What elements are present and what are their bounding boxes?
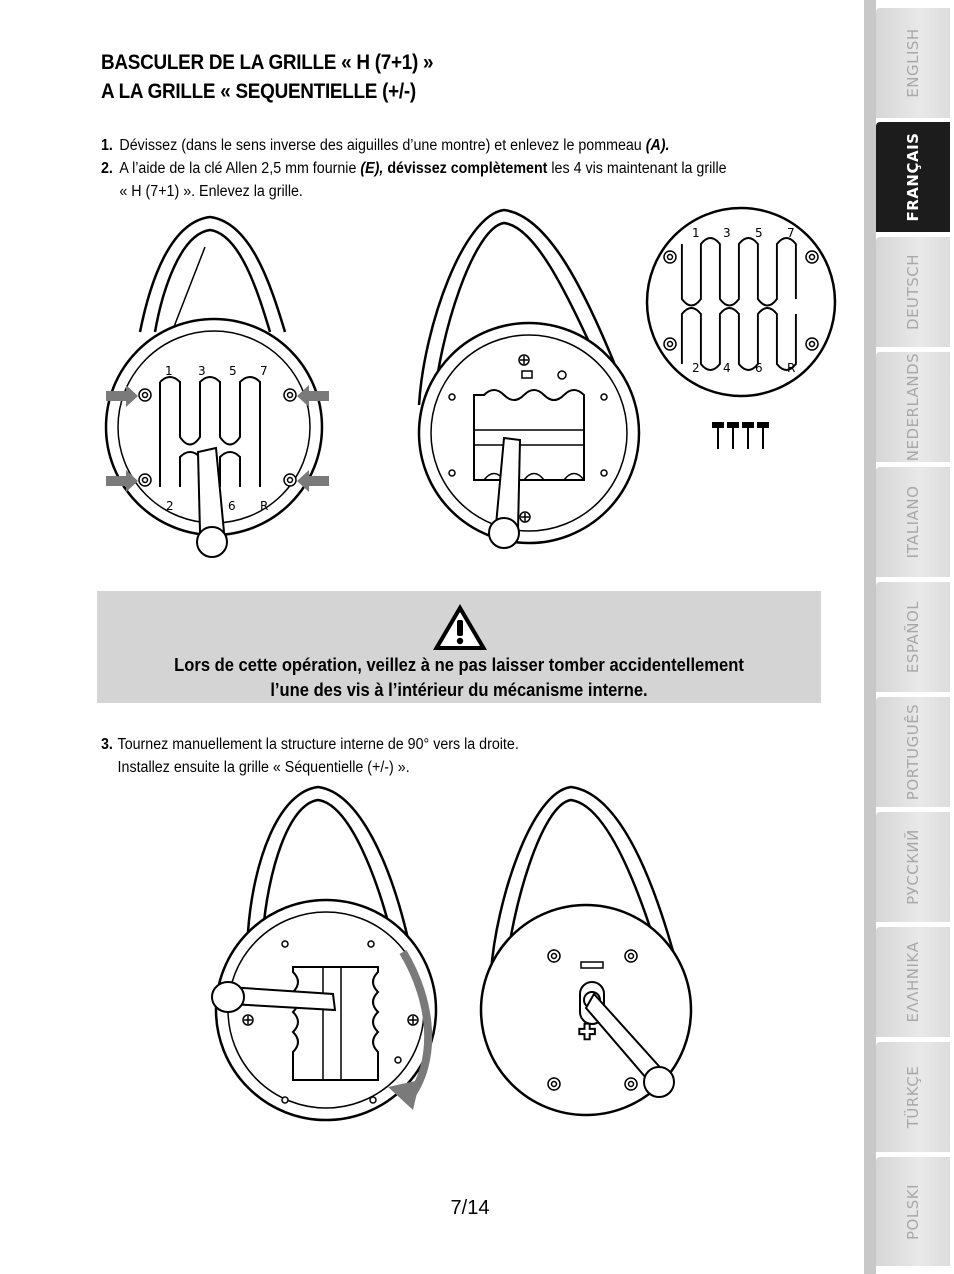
gate-label-6: 6 <box>228 499 236 513</box>
gate-label-1: 1 <box>165 364 173 378</box>
step-2-bold: dévissez complètement <box>383 160 548 177</box>
gate-label-5: 5 <box>229 364 237 378</box>
step-2-line-2: « H (7+1) ». Enlevez la grille. <box>119 183 303 200</box>
plate-label-4: 4 <box>723 361 731 375</box>
step-2-text-a: A l’aide de la clé Allen 2,5 mm fournie <box>119 160 361 177</box>
tab-francais-label: FRANÇAIS <box>904 132 922 222</box>
tab-russian[interactable] <box>876 812 950 922</box>
tab-deutsch-label: DEUTSCH <box>904 254 922 330</box>
title-line-2: A LA GRILLE « SEQUENTIELLE (+/-) <box>101 80 416 103</box>
warning-text <box>126 653 792 703</box>
step-3-line-1: Tournez manuellement la structure interne de 90° vers la droite. <box>117 736 519 753</box>
tab-nederlands[interactable] <box>876 352 950 462</box>
step-3-number: 3. <box>101 736 113 753</box>
step-1-text: Dévissez (dans le sens inverse des aiguilles d’une montre) et enlevez le pommeau <box>119 137 646 154</box>
tab-turkce[interactable] <box>876 1042 950 1152</box>
tab-english-label: ENGLISH <box>904 28 922 98</box>
warning-line-2: l’une des vis à l’intérieur du mécanisme interne. <box>270 680 648 700</box>
warning-line-1: Lors de cette opération, veillez à ne pas laisser tomber accidentellement <box>174 655 744 675</box>
plate-label-7: 7 <box>787 226 795 240</box>
page-title <box>101 48 433 106</box>
figure-rotate-structure <box>208 782 458 1122</box>
step-2 <box>101 157 727 203</box>
figure-h-gate-plate-and-screws <box>644 204 844 454</box>
tab-italiano-label: ITALIANO <box>904 485 922 559</box>
title-line-1: BASCULER DE LA GRILLE « H (7+1) » <box>101 51 434 74</box>
tab-polski[interactable] <box>876 1157 950 1266</box>
tab-nederlands-label: NEDERLANDS <box>904 352 922 462</box>
gate-label-r: R <box>260 499 269 513</box>
step-2-ref: (E), <box>360 160 384 177</box>
tab-deutsch[interactable] <box>876 237 950 347</box>
tab-espanol-label: ESPAÑOL <box>904 600 922 674</box>
tab-greek-label: ΕΛΛΗΝΙΚΑ <box>904 941 922 1023</box>
figure-sequential-gate <box>476 782 716 1122</box>
page-number: 7/14 <box>450 1197 490 1219</box>
plate-label-6: 6 <box>755 361 763 375</box>
tab-francais[interactable] <box>876 122 950 232</box>
figure-shifter-gate-removed <box>404 205 649 560</box>
tab-polski-label: POLSKI <box>904 1183 922 1240</box>
warning-triangle-icon <box>431 602 489 652</box>
tab-turkce-label: TÜRKÇE <box>904 1065 922 1129</box>
tab-espanol[interactable] <box>876 582 950 692</box>
language-sidebar <box>864 0 954 1274</box>
step-3-line-2: Installez ensuite la grille « Séquentielle (+/-) ». <box>117 759 410 776</box>
gate-label-2: 2 <box>166 499 174 513</box>
step-2-number: 2. <box>101 160 113 177</box>
plate-label-3: 3 <box>723 226 731 240</box>
warning-box <box>97 591 821 703</box>
plate-label-5: 5 <box>755 226 763 240</box>
step-1-ref: (A). <box>645 137 670 154</box>
plate-label-r: R <box>787 361 796 375</box>
tab-english[interactable] <box>876 8 950 118</box>
gate-label-3: 3 <box>198 364 206 378</box>
step-3 <box>101 733 519 779</box>
step-1-number: 1. <box>101 137 113 154</box>
plate-label-1: 1 <box>692 226 700 240</box>
tab-portugues[interactable] <box>876 697 950 807</box>
plate-label-2: 2 <box>692 361 700 375</box>
tab-russian-label: РУССКИЙ <box>904 829 922 905</box>
sidebar-edge <box>864 0 876 1274</box>
step-1 <box>101 134 669 157</box>
tab-italiano[interactable] <box>876 467 950 577</box>
tab-greek[interactable] <box>876 927 950 1037</box>
figure-h-gate-shifter <box>100 212 340 562</box>
step-2-text-b: les 4 vis maintenant la grille <box>547 160 727 177</box>
tab-portugues-label: PORTUGUÊS <box>904 703 922 801</box>
gate-label-7: 7 <box>260 364 268 378</box>
